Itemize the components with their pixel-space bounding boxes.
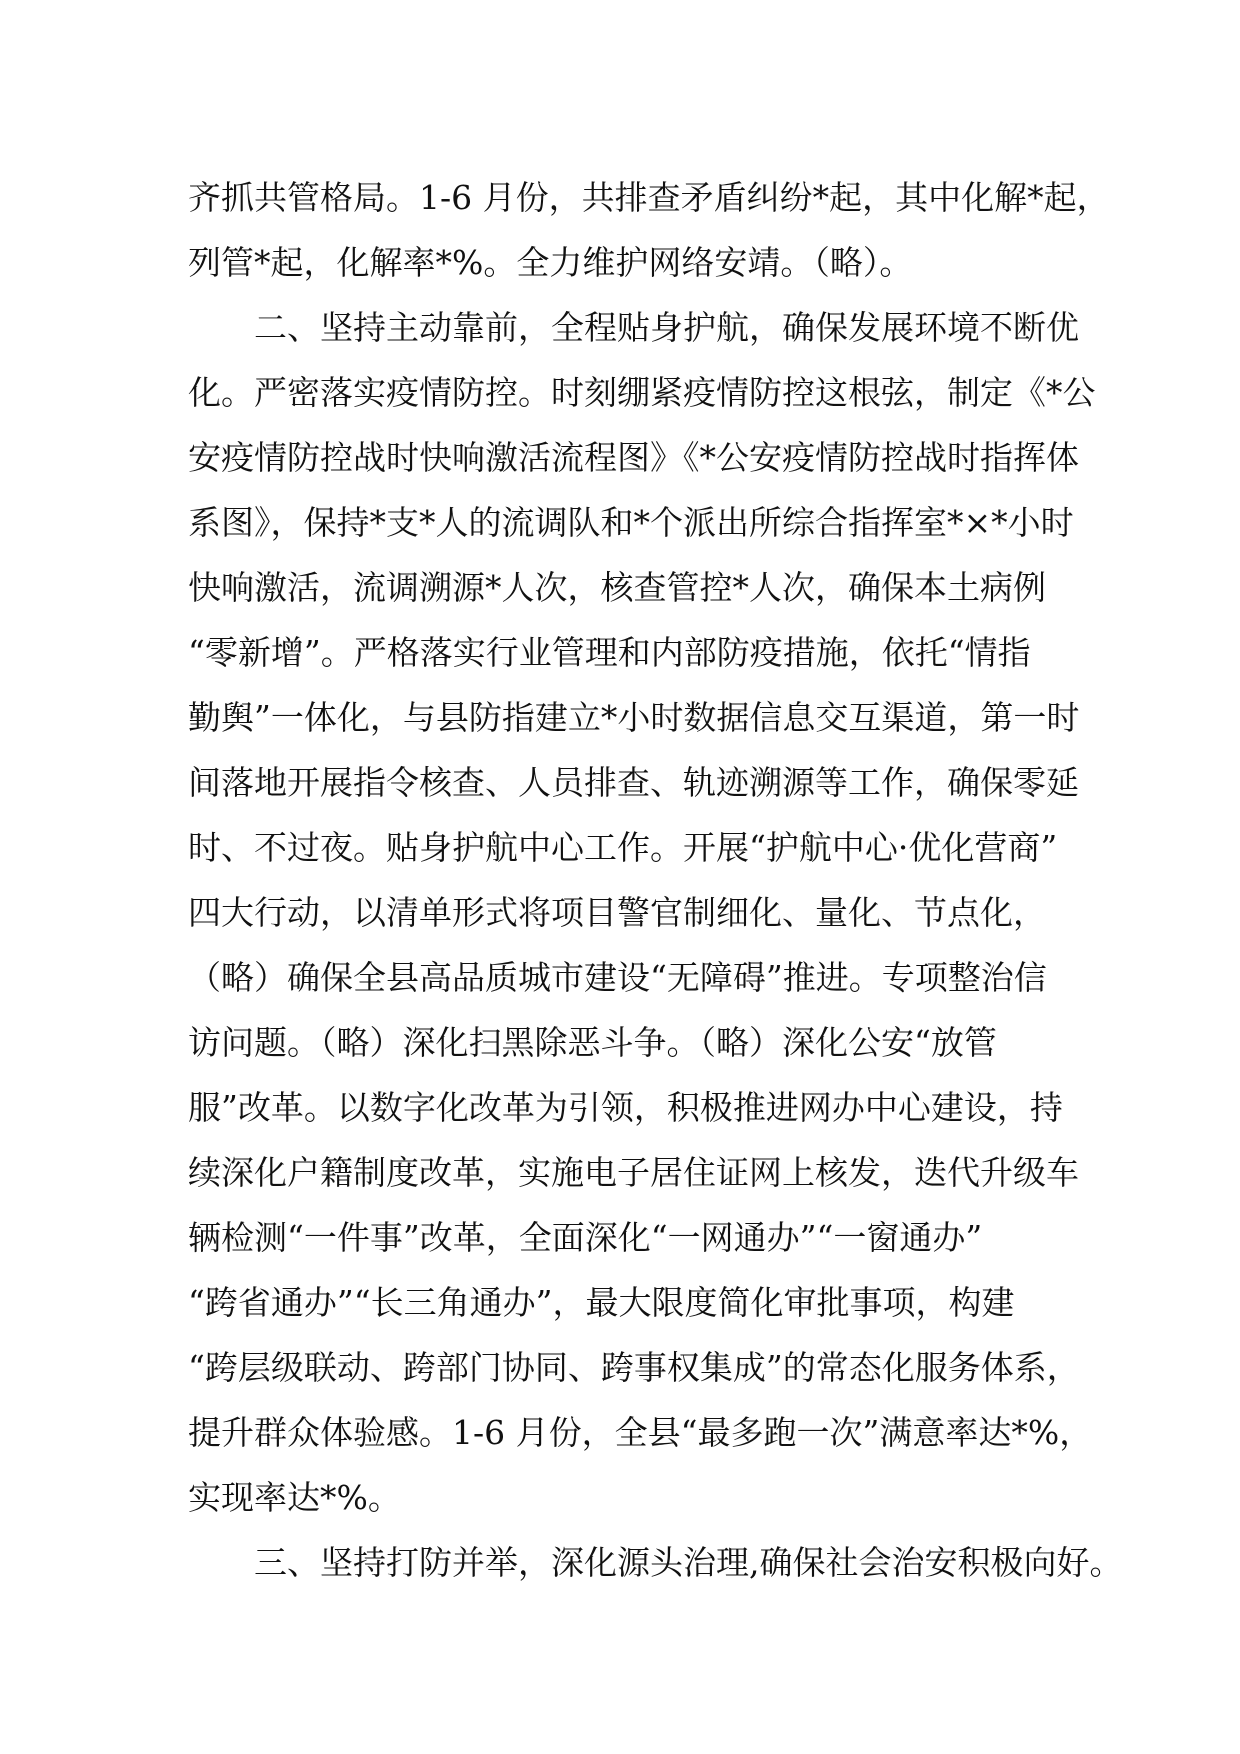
text-line: 提升群众体验感。1-6 月份，全县“最多跑一次”满意率达*%， xyxy=(188,1413,1093,1452)
text-line: “跨省通办”“长三角通办”，最大限度简化审批事项，构建 xyxy=(188,1283,1015,1322)
text-line: 间落地开展指令核查、人员排查、轨迹溯源等工作，确保零延 xyxy=(188,763,1079,802)
text-line: 快响激活，流调溯源*人次，核查管控*人次，确保本土病例 xyxy=(188,568,1046,607)
text-line: 系图》，保持*支*人的流调队和*个派出所综合指挥室*×*小时 xyxy=(188,503,1074,542)
text-line: “跨层级联动、跨部门协同、跨事权集成”的常态化服务体系， xyxy=(188,1348,1080,1387)
text-line: 化。严密落实疫情防控。时刻绷紧疫情防控这根弦，制定《*公 xyxy=(188,373,1096,412)
text-line: 列管*起，化解率*%。全力维护网络安靖。（略）。 xyxy=(188,243,913,282)
text-line: （略）确保全县高品质城市建设“无障碍”推进。专项整治信 xyxy=(188,958,1047,997)
text-line: 齐抓共管格局。1-6 月份，共排查矛盾纠纷*起，其中化解*起， xyxy=(188,178,1110,217)
text-line: 时、不过夜。贴身护航中心工作。开展“护航中心·优化营商” xyxy=(188,828,1058,867)
text-line: 实现率达*%。 xyxy=(188,1478,401,1517)
text-line: 二、坚持主动靠前，全程贴身护航，确保发展环境不断优 xyxy=(188,308,1079,347)
text-line: 续深化户籍制度改革，实施电子居住证网上核发，迭代升级车 xyxy=(188,1153,1079,1192)
text-line: 三、坚持打防并举，深化源头治理,确保社会治安积极向好。 xyxy=(188,1543,1123,1582)
text-line: “零新增”。严格落实行业管理和内部防疫措施，依托“情指 xyxy=(188,633,1031,672)
document-body xyxy=(188,165,1123,1595)
text-line: 访问题。（略）深化扫黑除恶斗争。（略）深化公安“放管 xyxy=(188,1023,997,1062)
text-line: 四大行动，以清单形式将项目警官制细化、量化、节点化， xyxy=(188,893,1046,932)
text-line: 勤舆”一体化，与县防指建立*小时数据信息交互渠道，第一时 xyxy=(188,698,1080,737)
text-line: 服”改革。以数字化改革为引领，积极推进网办中心建设，持 xyxy=(188,1088,1063,1127)
text-line: 安疫情防控战时快响激活流程图》《*公安疫情防控战时指挥体 xyxy=(188,438,1079,477)
text-line: 辆检测“一件事”改革，全面深化“一网通办”“一窗通办” xyxy=(188,1218,983,1257)
